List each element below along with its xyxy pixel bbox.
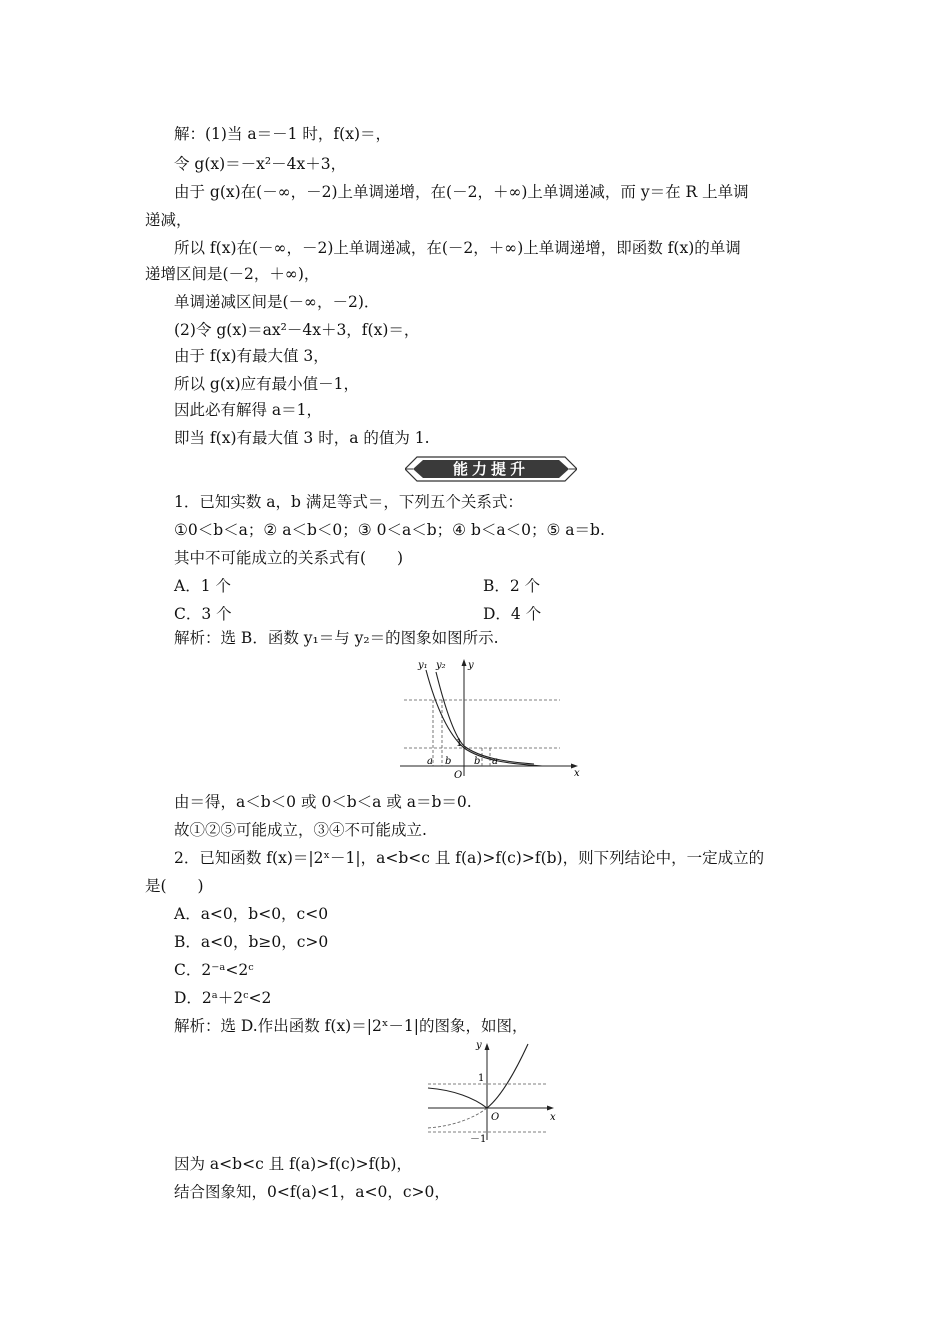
section-banner — [405, 456, 577, 482]
label-x: x — [574, 768, 580, 779]
option-c: C．3 个 — [174, 605, 232, 623]
text-line: 解析：选 D.作出函数 f(x)＝|2ˣ－1|的图象，如图， — [174, 1017, 528, 1035]
option-a: A．1 个 — [174, 577, 231, 595]
text-line: 其中不可能成立的关系式有( ) — [174, 549, 404, 567]
label-a-right: a — [492, 756, 498, 767]
y-axis-arrow-icon — [485, 1043, 490, 1050]
curve-2x-minus-1-left — [428, 1108, 487, 1128]
text-line: 2．已知函数 f(x)＝|2ˣ－1|，a<b<c 且 f(a)>f(c)>f(b)，则下列结论中，一定成立的 — [174, 849, 765, 867]
curve-right — [487, 1044, 528, 1108]
text-line: 因此必有解得 a＝1， — [174, 401, 323, 419]
text-line: 即当 f(x)有最大值 3 时，a 的值为 1. — [174, 429, 430, 447]
label-y: y — [468, 660, 474, 671]
text-line: (2)令 g(x)＝ax²－4x＋3，f(x)＝， — [174, 321, 420, 339]
text-line: 递增区间是(－2，＋∞)， — [145, 265, 320, 283]
label-b-left: b — [445, 756, 452, 767]
text-line: 解析：选 B．函数 y₁＝与 y₂＝的图象如图所示. — [174, 629, 499, 647]
curve-abs-left — [428, 1088, 487, 1108]
text-line: 由于 f(x)有最大值 3， — [174, 347, 329, 365]
label-one: 1 — [456, 738, 463, 749]
text-line: 令 g(x)＝－x²－4x＋3， — [174, 155, 347, 173]
figure-exponential-curves — [396, 654, 586, 780]
label-x: x — [550, 1112, 556, 1123]
text-line: 故①②⑤可能成立，③④不可能成立. — [174, 821, 427, 839]
text-line: 因为 a<b<c 且 f(a)>f(c)>f(b)， — [174, 1155, 412, 1173]
label-y1: y₁ — [418, 660, 428, 671]
label-b-right: b — [474, 756, 481, 767]
label-origin: O — [454, 770, 463, 780]
text-line: 由于 g(x)在(－∞，－2)上单调递增，在(－2，＋∞)上单调递减，而 y＝在 R 上单调 — [174, 183, 749, 201]
y-axis-arrow-icon — [462, 659, 467, 666]
text-line: B．a<0，b≥0，c>0 — [174, 933, 329, 951]
banner-title: 能力提升 — [452, 460, 529, 478]
text-line: D．2ᵃ＋2ᶜ<2 — [174, 989, 272, 1007]
x-axis-arrow-icon — [547, 1106, 554, 1111]
label-one: 1 — [478, 1073, 485, 1084]
text-line: 所以 f(x)在(－∞，－2)上单调递减，在(－2，＋∞)上单调递增，即函数 f(x)的单调 — [174, 239, 741, 257]
text-line: A．a<0，b<0，c<0 — [174, 905, 329, 923]
option-d: D．4 个 — [483, 605, 542, 623]
curve-y1 — [426, 670, 542, 766]
text-line: C．2⁻ᵃ<2ᶜ — [174, 961, 254, 979]
text-line: 结合图象知，0<f(a)<1，a<0，c>0， — [174, 1183, 450, 1201]
option-b: B．2 个 — [483, 577, 541, 595]
label-a-left: a — [427, 756, 433, 767]
text-line: 是( ) — [145, 877, 204, 895]
label-y: y — [476, 1040, 482, 1051]
text-line: 解：(1)当 a＝－1 时，f(x)＝， — [174, 125, 391, 143]
figure-abs-exponential — [424, 1040, 560, 1146]
text-line: 单调递减区间是(－∞，－2)． — [174, 293, 380, 311]
text-line: 递减， — [145, 211, 192, 229]
text-line: 由＝得，a＜b＜0 或 0＜b＜a 或 a＝b＝0. — [174, 793, 472, 811]
text-line: 1．已知实数 a，b 满足等式＝，下列五个关系式： — [174, 493, 523, 511]
text-line: ①0＜b＜a；② a＜b＜0；③ 0＜a＜b；④ b＜a＜0；⑤ a＝b. — [174, 521, 605, 539]
label-y2: y₂ — [436, 660, 446, 671]
text-line: 所以 g(x)应有最小值－1， — [174, 375, 360, 393]
label-neg-one: －1 — [470, 1134, 487, 1145]
label-origin: O — [491, 1112, 500, 1123]
curve-y2 — [436, 672, 534, 764]
